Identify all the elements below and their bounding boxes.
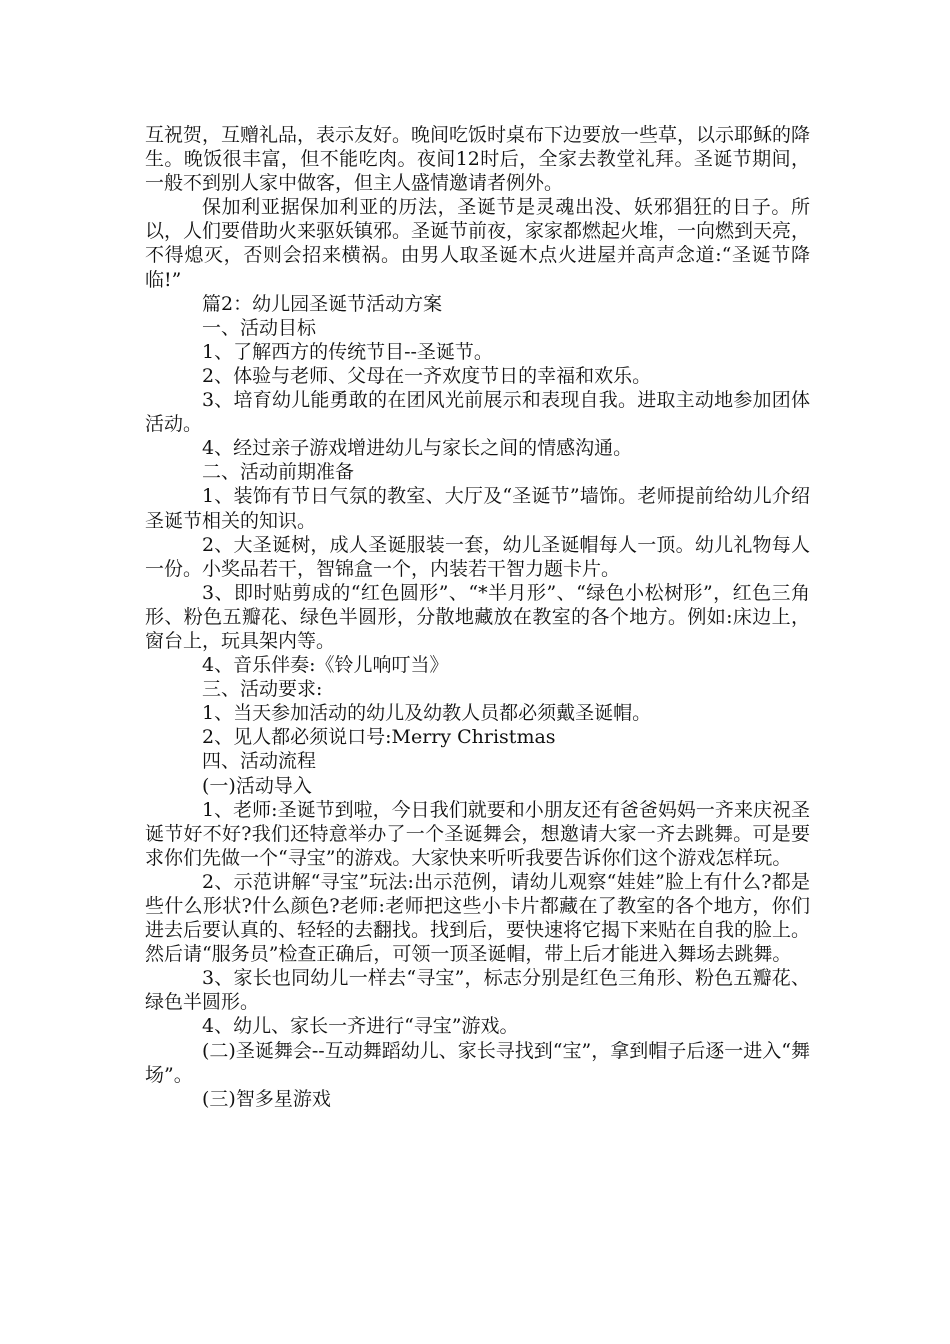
section-title: 篇2：幼儿园圣诞节活动方案 [202, 292, 443, 315]
process-item-1: 1、老师:圣诞节到啦，今日我们就要和小朋友还有爸爸妈妈一齐来庆祝圣诞节好不好?我们还特意举办了一个圣诞舞会，想邀请大家一齐去跳舞。可是要求你们先做一个“寻宝”的游戏。大家快来听听我要告诉你们这个游戏怎样玩。 [145, 798, 810, 869]
prep-item-4: 4、音乐伴奏:《铃儿响叮当》 [202, 654, 449, 677]
goal-item-1: 1、了解西方的传统节目--圣诞节。 [202, 340, 493, 363]
process-item-4: 4、幼儿、家长一齐进行“寻宝”游戏。 [202, 1015, 519, 1038]
prep-item-3: 3、即时贴剪成的“红色圆形”、“*半月形”、“绿色小松树形”，红色三角形、粉色五瓣花、绿色半圆形，分散地藏放在教室的各个地方。例如:床边上，窗台上，玩具架内等。 [145, 581, 810, 652]
paragraph-2: 保加利亚据保加利亚的历法，圣诞节是灵魂出没、妖邪猖狂的日子。所以，人们要借助火来驱妖镇邪。圣诞节前夜，家家都燃起火堆，一向燃到天亮，不得熄灭，否则会招来横祸。由男人取圣诞木点火进屋并高声念道:“圣诞节降临!” [145, 196, 811, 291]
process-item-3: 3、家长也同幼儿一样去“寻宝”，标志分别是红色三角形、粉色五瓣花、绿色半圆形。 [145, 967, 810, 1014]
heading-goals: 一、活动目标 [202, 316, 317, 339]
prep-item-1: 1、装饰有节日气氛的教室、大厅及“圣诞节”墙饰。老师提前给幼儿介绍圣诞节相关的知识。 [145, 485, 810, 532]
heading-preparation: 二、活动前期准备 [202, 461, 355, 484]
requirement-item-1: 1、当天参加活动的幼儿及幼教人员都必须戴圣诞帽。 [202, 702, 652, 725]
heading-requirements: 三、活动要求: [202, 678, 323, 701]
prep-item-2: 2、大圣诞树，成人圣诞服装一套，幼儿圣诞帽每人一顶。幼儿礼物每人一份。小奖品若干，智锦盒一个，内装若干智力题卡片。 [145, 533, 810, 580]
subheading-game: (三)智多星游戏 [202, 1087, 331, 1110]
goal-item-4: 4、经过亲子游戏增进幼儿与家长之间的情感沟通。 [202, 437, 633, 460]
goal-item-3: 3、培育幼儿能勇敢的在团风光前展示和表现自我。进取主动地参加团体活动。 [145, 389, 810, 436]
goal-item-2: 2、体验与老师、父母在一齐欢度节日的幸福和欢乐。 [202, 364, 652, 387]
heading-process: 四、活动流程 [202, 750, 317, 773]
subheading-intro: (一)活动导入 [202, 774, 312, 797]
paragraph-1: 互祝贺，互赠礼品，表示友好。晚间吃饭时桌布下边要放一些草，以示耶稣的降生。晚饭很丰富，但不能吃肉。夜间12时后，全家去教堂礼拜。圣诞节期间，一般不到别人家中做客，但主人盛情邀请者例外。 [145, 124, 811, 195]
subheading-dance: (二)圣诞舞会--互动舞蹈幼儿、家长寻找到“宝”，拿到帽子后逐一进入“舞场”。 [145, 1039, 810, 1086]
document-page [145, 123, 810, 1111]
requirement-item-2: 2、见人都必须说口号:Merry Christmas [202, 726, 556, 749]
process-item-2: 2、示范讲解“寻宝”玩法:出示范例，请幼儿观察“娃娃”脸上有什么?都是些什么形状?什么颜色?老师:老师把这些小卡片都藏在了教室的各个地方，你们进去后要认真的、轻轻的去翻找。找到后，要快速将它揭下来贴在自我的脸上。然后请“服务员”检查正确后，可领一顶圣诞帽，带上后才能进入舞场去跳舞。 [145, 870, 811, 966]
